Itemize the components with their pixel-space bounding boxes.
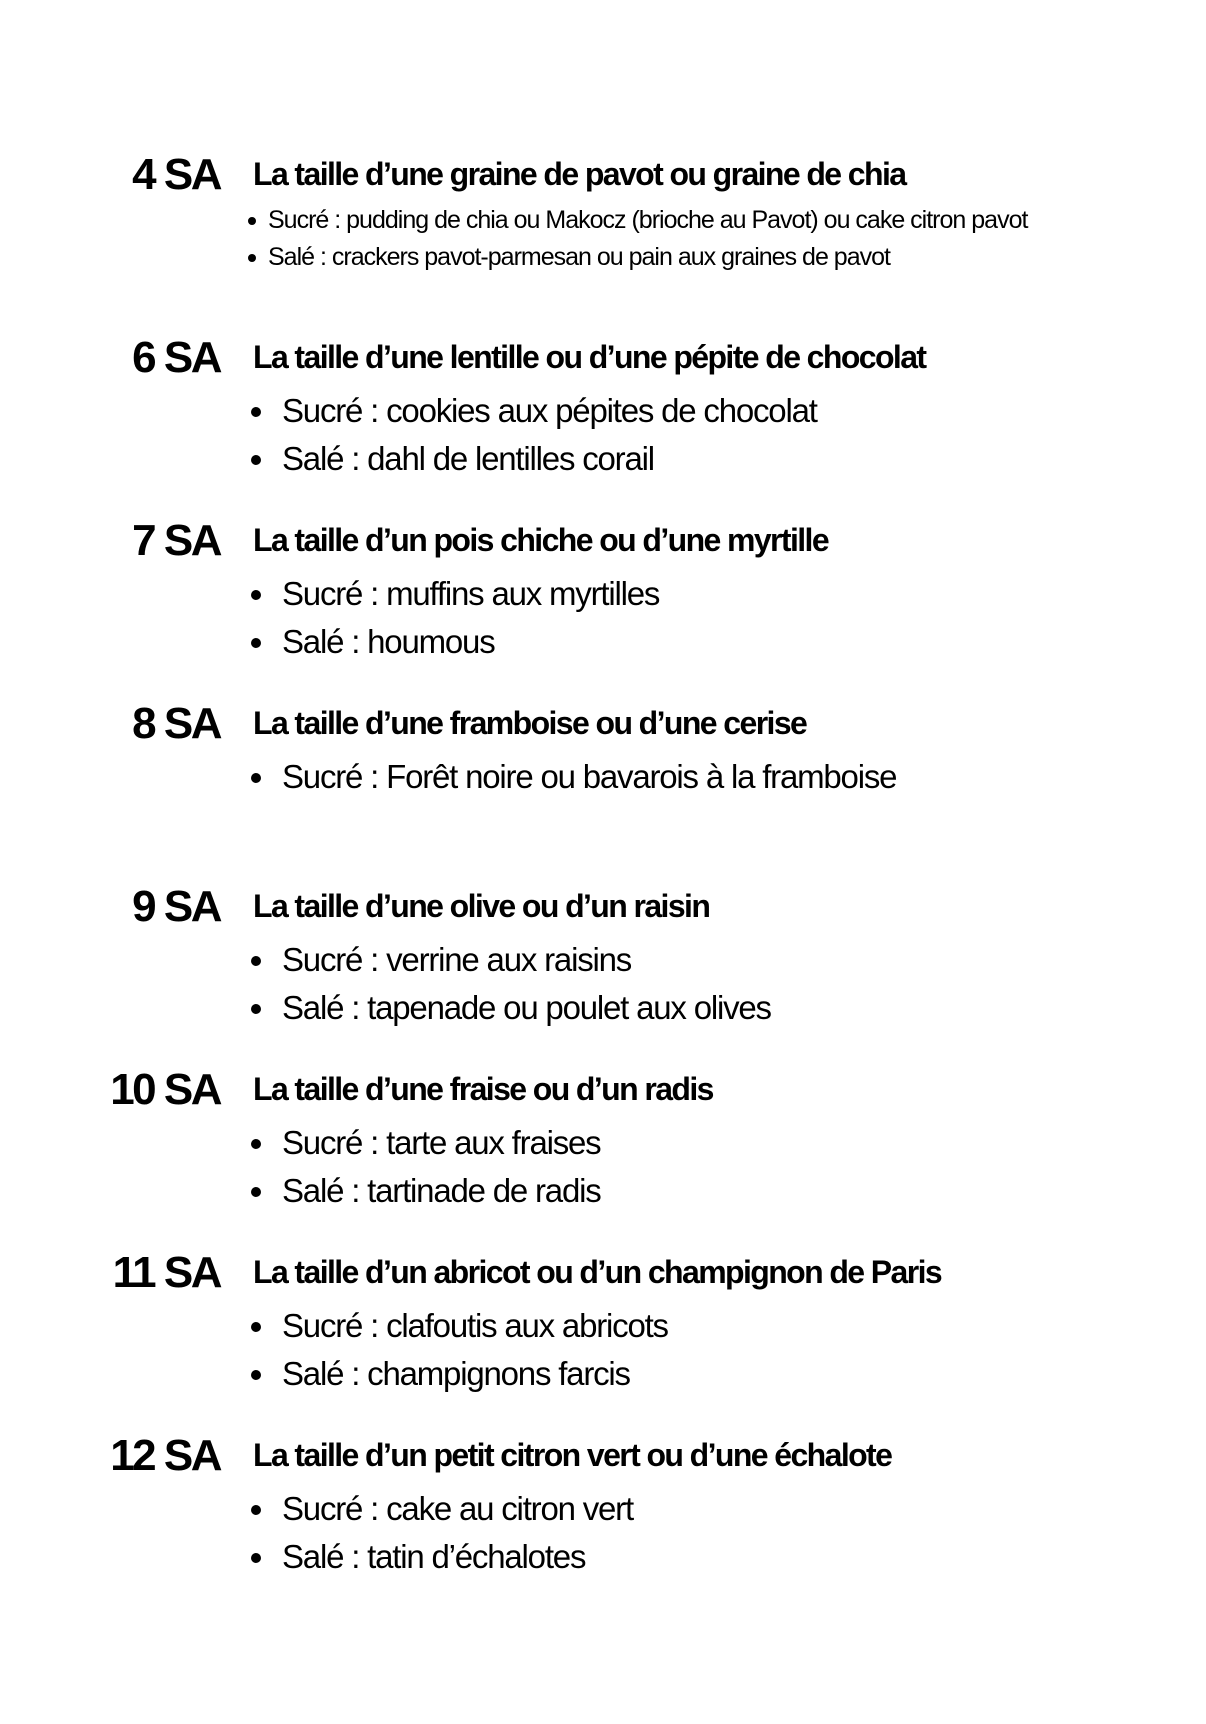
recipe-item-sweet: Sucré : cake au citron vert	[268, 1485, 633, 1533]
week-title: La taille d’une framboise ou d’une cerise	[253, 705, 807, 741]
week-label: 11 SA	[112, 1248, 220, 1297]
recipe-list	[268, 753, 896, 801]
recipe-list	[268, 387, 817, 483]
recipe-item-sweet: Sucré : tarte aux fraises	[268, 1119, 601, 1167]
recipe-item-sweet: Sucré : verrine aux raisins	[268, 936, 771, 984]
week-title: La taille d’un petit citron vert ou d’une échalote	[253, 1437, 892, 1473]
recipe-list	[268, 1485, 633, 1581]
week-label: 8 SA	[132, 699, 220, 748]
recipe-list	[268, 1302, 668, 1398]
recipe-list	[268, 936, 771, 1032]
recipe-item-savory: Salé : champignons farcis	[268, 1350, 668, 1398]
recipe-item-sweet: Sucré : pudding de chia ou Makocz (brioche au Pavot) ou cake citron pavot	[268, 202, 1098, 239]
week-title: La taille d’une lentille ou d’une pépite de chocolat	[253, 339, 926, 375]
week-title: La taille d’une graine de pavot ou graine de chia	[253, 156, 906, 192]
week-title: La taille d’une fraise ou d’un radis	[253, 1071, 713, 1107]
week-label: 7 SA	[132, 516, 220, 565]
week-label: 9 SA	[132, 882, 220, 931]
recipe-item-sweet: Sucré : muffins aux myrtilles	[268, 570, 659, 618]
recipe-item-sweet: Sucré : clafoutis aux abricots	[268, 1302, 668, 1350]
recipe-item-sweet: Sucré : cookies aux pépites de chocolat	[268, 387, 817, 435]
recipe-list	[268, 570, 659, 666]
week-title: La taille d’une olive ou d’un raisin	[253, 888, 710, 924]
recipe-item-sweet: Sucré : Forêt noire ou bavarois à la framboise	[268, 753, 896, 801]
recipe-item-savory: Salé : dahl de lentilles corail	[268, 435, 817, 483]
recipe-item-savory: Salé : tapenade ou poulet aux olives	[268, 984, 771, 1032]
recipe-item-savory: Salé : crackers pavot-parmesan ou pain aux graines de pavot	[268, 239, 1098, 276]
week-label: 10 SA	[110, 1065, 220, 1114]
recipe-item-savory: Salé : tartinade de radis	[268, 1167, 601, 1215]
recipe-list	[268, 1119, 601, 1215]
week-title: La taille d’un pois chiche ou d’une myrtille	[253, 522, 829, 558]
recipe-list	[268, 202, 1098, 276]
week-label: 4 SA	[132, 150, 220, 199]
recipe-item-savory: Salé : tatin d’échalotes	[268, 1533, 633, 1581]
week-label: 12 SA	[110, 1431, 220, 1480]
week-label: 6 SA	[132, 333, 220, 382]
recipe-item-savory: Salé : houmous	[268, 618, 659, 666]
week-title: La taille d’un abricot ou d’un champignon de Paris	[253, 1254, 942, 1290]
